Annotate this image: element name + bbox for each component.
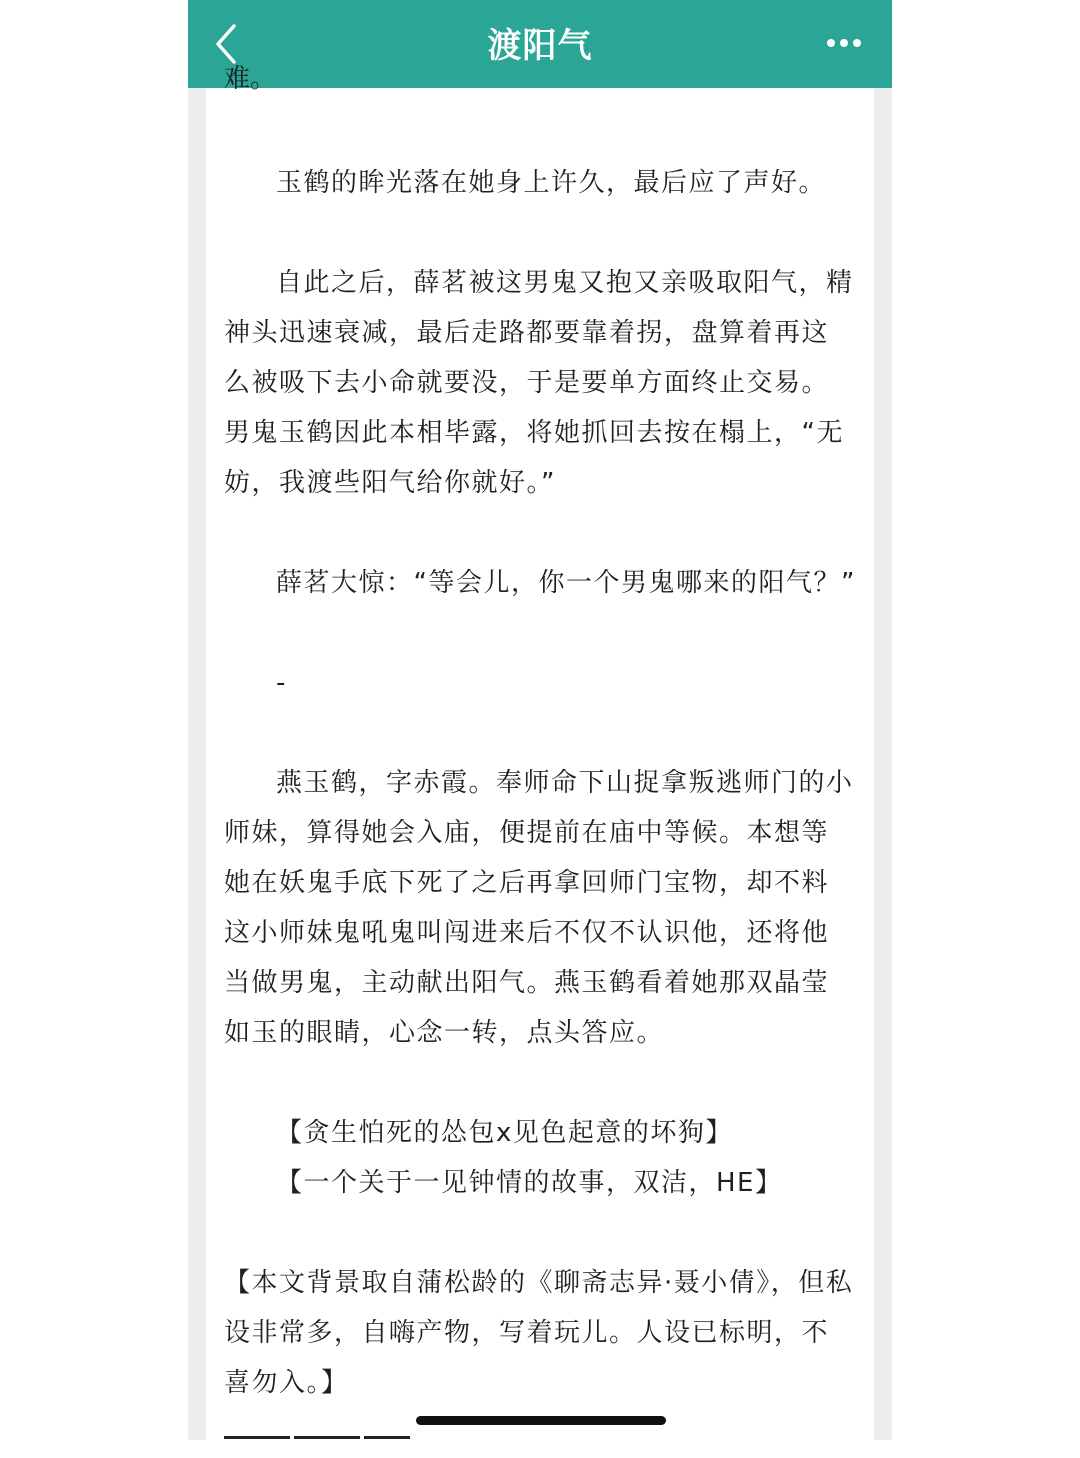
paragraph: 自此之后，薛茗被这男鬼又抱又亲吸取阳气，精神头迅速衰减，最后走路都要靠着拐，盘算着再这么被吸下去小命就要没，于是要单方面终止交易。男鬼玉鹤因此本相毕露，将她抓回去按在榻上，“无妨，我渡些阳气给你就好。”: [224, 268, 854, 498]
divider-text: -: [276, 668, 287, 698]
paragraph: 玉鹤的眸光落在她身上许久，最后应了声好。: [276, 168, 827, 198]
divider: [224, 1436, 290, 1439]
paragraph: 燕玉鹤，字赤霞。奉师命下山捉拿叛逃师门的小师妹，算得她会入庙，便提前在庙中等候。本想等她在妖鬼手底下死了之后再拿回师门宝物，却不料这小师妹鬼吼鬼叫闯进来后不仅不认识他，还将他当做男鬼，主动献出阳气。燕玉鹤看着她那双晶莹如玉的眼睛，心念一转，点头答应。: [224, 768, 854, 1048]
paragraph: 【本文背景取自蒲松龄的《聊斋志异·聂小倩》，但私设非常多，自嗨产物，写着玩儿。人设已标明，不喜勿入。】: [224, 1268, 854, 1398]
tag-line: 【贪生怕死的怂包x见色起意的坏狗】: [276, 1118, 733, 1148]
tag-line: 【一个关于一见钟情的故事，双洁，HE】: [276, 1168, 783, 1198]
nav-bar: [188, 0, 892, 88]
paragraph: 薛茗大惊：“等会儿，你一个男鬼哪来的阳气？”: [276, 568, 856, 598]
article-body: [224, 158, 856, 1458]
article-content[interactable]: [206, 64, 874, 1440]
divider: [294, 1436, 360, 1439]
home-indicator[interactable]: [416, 1416, 666, 1425]
page-title: 渡阳气: [487, 26, 593, 66]
app-frame: [188, 0, 892, 1440]
cut-off-text: 难。: [224, 64, 277, 94]
more-horizontal-icon[interactable]: [826, 36, 862, 50]
divider: [364, 1436, 410, 1439]
